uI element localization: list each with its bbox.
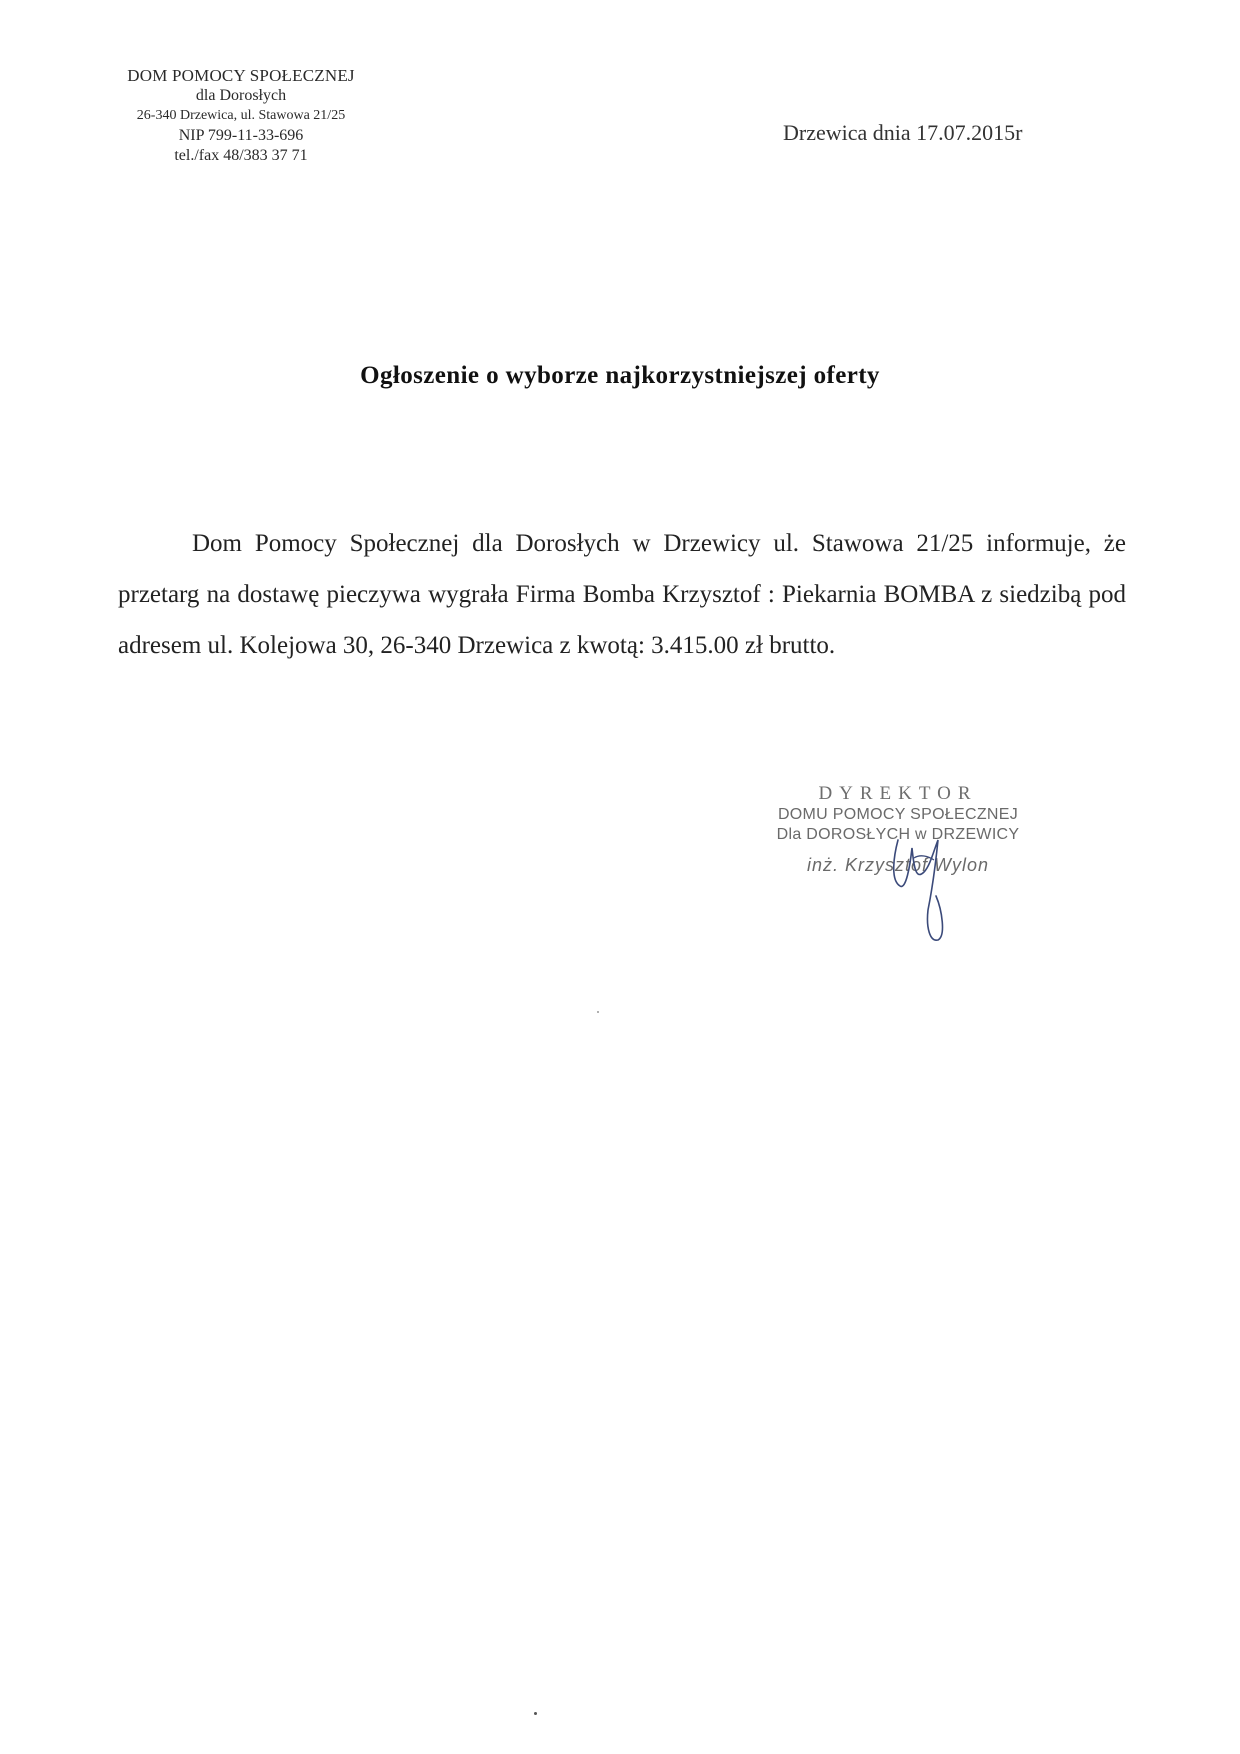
stamp-line-phone: tel./fax 48/383 37 71 <box>174 147 308 164</box>
stamp-line-institution: DOM POMOCY SPOŁECZNEJ <box>127 66 355 85</box>
document-body <box>118 518 1126 671</box>
director-role: DYREKTOR <box>818 783 978 804</box>
body-paragraph: Dom Pomocy Społecznej dla Dorosłych w Drzewicy ul. Stawowa 21/25 informuje, że przetarg na dostawę pieczywa wygrała Firma Bomba Krzysztof : Piekarnia BOMBA z siedzibą pod adresem ul. Kolejowa 30, 26-340 Drzewica z kwotą: 3.415.00 zł brutto. <box>118 530 1126 659</box>
stamp-line-subtitle: dla Dorosłych <box>195 87 287 104</box>
place-and-date: Drzewica dnia 17.07.2015r <box>783 120 1023 145</box>
scan-speck <box>597 1011 599 1013</box>
director-org-line-1: DOMU POMOCY SPOŁECZNEJ <box>777 806 1019 823</box>
scan-speck <box>534 1712 537 1715</box>
document-title: Ogłoszenie o wyborze najkorzystniejszej oferty <box>360 362 880 389</box>
director-org-line-2: Dla DOROSŁYCH w DRZEWICY <box>776 826 1020 843</box>
stamp-line-address: 26-340 Drzewica, ul. Stawowa 21/25 <box>136 108 346 123</box>
handwritten-signature <box>880 810 970 950</box>
stamp-line-nip: NIP 799-11-33-696 <box>178 127 304 144</box>
director-name: inż. Krzysztof Wylon <box>806 855 990 875</box>
institution-stamp <box>96 66 386 166</box>
